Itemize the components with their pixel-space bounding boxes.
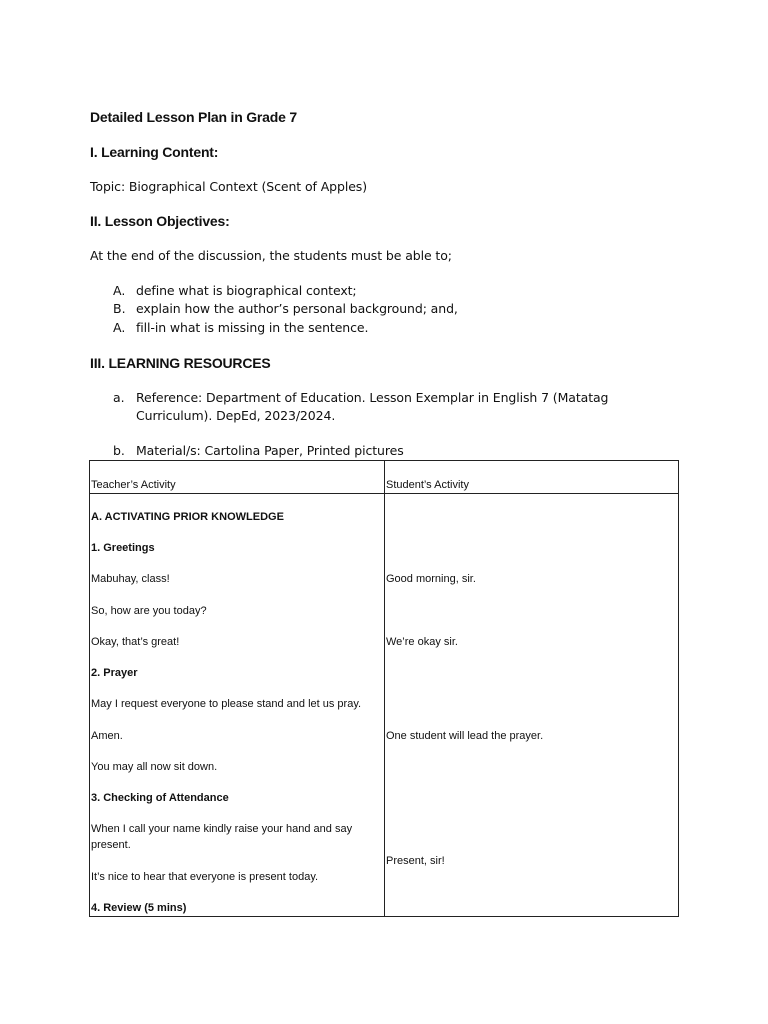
resource-item-line: Reference: Department of Education. Lesson Exemplar in English 7 (Matatag [136, 390, 609, 405]
student-activity-cell [385, 494, 679, 917]
teacher-line: Mabuhay, class! [91, 573, 170, 585]
teacher-line: Amen. [91, 730, 123, 742]
objective-item: fill-in what is missing in the sentence. [136, 320, 369, 335]
student-line: We’re okay sir. [386, 636, 458, 648]
section-heading-learning-resources: III. LEARNING RESOURCES [90, 355, 271, 371]
teacher-line: 1. Greetings [91, 542, 155, 554]
resource-marker: a. [113, 390, 125, 405]
teacher-line: May I request everyone to please stand and let us pray. [91, 698, 362, 710]
student-line: One student will lead the prayer. [386, 730, 544, 742]
topic-text: Topic: Biographical Context (Scent of Apples) [90, 179, 367, 194]
teacher-line: Okay, that’s great! [91, 636, 180, 648]
objective-marker: A. [113, 283, 126, 298]
objectives-intro: At the end of the discussion, the students must be able to; [90, 248, 452, 263]
student-activity-header: Student’s Activity [386, 479, 469, 491]
table-row [90, 494, 679, 917]
objective-marker: B. [113, 301, 126, 316]
objective-marker: A. [113, 320, 126, 335]
section-heading-lesson-objectives: II. Lesson Objectives: [90, 213, 230, 229]
teacher-line: When I call your name kindly raise your hand and say [91, 823, 353, 835]
teacher-activity-header-cell [90, 461, 385, 494]
teacher-activity-cell [90, 494, 385, 917]
teacher-line: You may all now sit down. [91, 761, 218, 773]
table-header-row [90, 461, 679, 494]
resource-item-line: Curriculum). DepEd, 2023/2024. [136, 408, 336, 423]
objective-item: define what is biographical context; [136, 283, 357, 298]
objective-item: explain how the author’s personal background; and, [136, 301, 458, 316]
student-line: Present, sir! [386, 855, 445, 867]
student-activity-header-cell [385, 461, 679, 494]
resource-marker: b. [113, 443, 125, 458]
teacher-line: 2. Prayer [91, 667, 138, 679]
teacher-line: present. [91, 839, 131, 851]
teacher-line: It’s nice to hear that everyone is present today. [91, 871, 319, 883]
teacher-line: So, how are you today? [91, 605, 207, 617]
teacher-line: 4. Review (5 mins) [91, 902, 187, 914]
page-title: Detailed Lesson Plan in Grade 7 [90, 109, 297, 125]
teacher-line: 3. Checking of Attendance [91, 792, 229, 804]
section-heading-learning-content: I. Learning Content: [90, 144, 219, 160]
resource-item-line: Material/s: Cartolina Paper, Printed pictures [136, 443, 404, 458]
activity-table [89, 460, 679, 917]
student-line: Good morning, sir. [386, 573, 476, 585]
teacher-activity-header: Teacher’s Activity [91, 479, 176, 491]
teacher-line: A. ACTIVATING PRIOR KNOWLEDGE [91, 511, 284, 523]
